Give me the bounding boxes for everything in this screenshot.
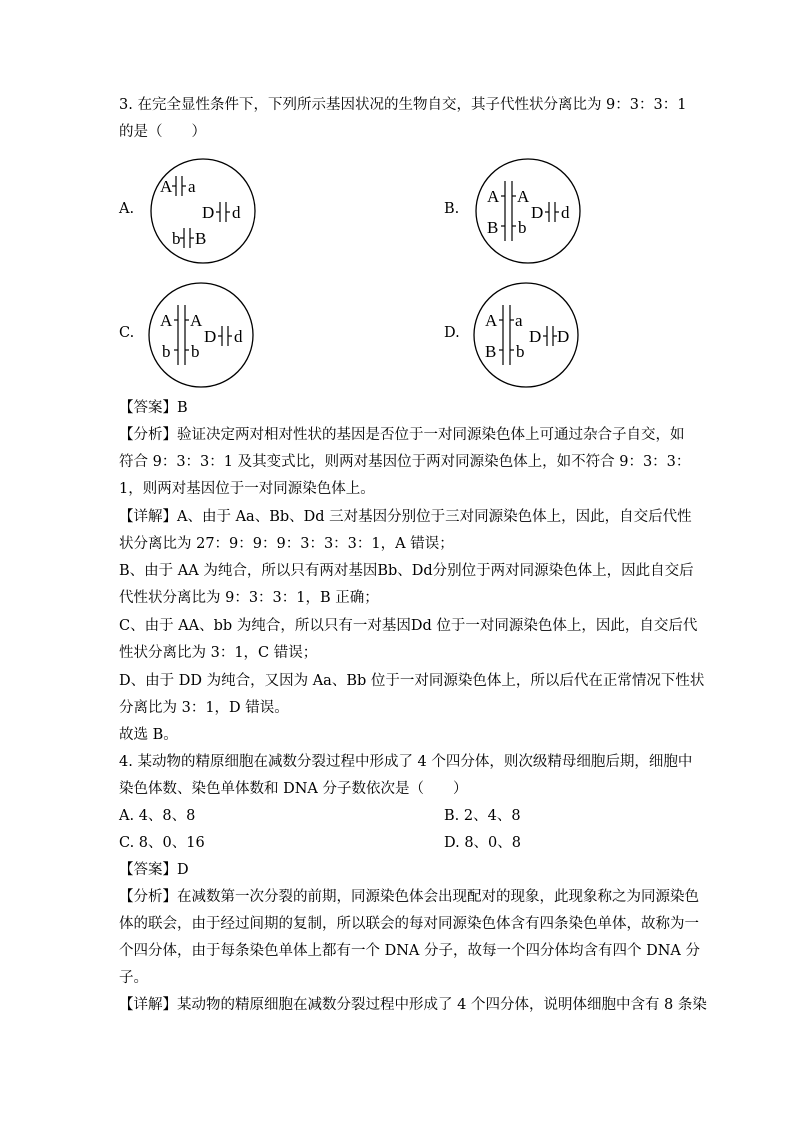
q4-analysis-line4: 子。 <box>119 970 148 986</box>
gene-A-left: A <box>487 187 500 206</box>
gene-b: b <box>518 218 527 237</box>
gene-A-right: A <box>190 311 203 330</box>
q3-analysis-line2: 符合 9：3：3：1 及其变式比，则两对基因位于两对同源染色体上，如不符合 9：3：3： <box>119 454 691 470</box>
q3-detail-line4: 代性状分离比为 9：3：3：1，B 正确； <box>119 590 379 606</box>
gene-B: B <box>195 229 207 248</box>
q4-option-b: B. 2、4、8 <box>444 808 521 824</box>
q3-option-a-diagram <box>148 156 258 266</box>
q4-analysis-line1: 【分析】在减数第一次分裂的前期，同源染色体会出现配对的现象，此现象称之为同源染色 <box>119 889 699 905</box>
cell-diagram-c <box>146 280 256 390</box>
q3-option-b-label: B. <box>444 201 460 217</box>
gene-D-right: D <box>557 327 570 346</box>
cell-diagram-d <box>471 280 581 390</box>
q4-stem-line2: 染色体数、染色单体数和 DNA 分子数依次是（ ） <box>119 781 468 797</box>
gene-D: D <box>202 203 215 222</box>
gene-B: B <box>485 342 497 361</box>
q3-analysis-line1: 【分析】验证决定两对相对性状的基因是否位于一对同源染色体上可通过杂合子自交，如 <box>119 427 685 443</box>
gene-b: b <box>172 229 181 248</box>
gene-b: b <box>516 342 525 361</box>
gene-a: a <box>188 177 196 196</box>
gene-D: D <box>531 203 544 222</box>
q3-detail-line6: 性状分离比为 3：1，C 错误； <box>119 645 318 661</box>
gene-D-left: D <box>529 327 542 346</box>
cell-diagram-b <box>473 156 583 266</box>
q4-option-d: D. 8、0、8 <box>444 835 522 851</box>
q3-detail-line7: D、由于 DD 为纯合，又因为 Aa、Bb 位于一对同源染色体上，所以后代在正常情况下性状 <box>119 673 705 689</box>
q3-analysis-line3: 1，则两对基因位于一对同源染色体上。 <box>119 481 375 497</box>
gene-a: a <box>515 311 523 330</box>
q3-option-c-label: C. <box>119 325 135 341</box>
gene-d: d <box>561 203 570 222</box>
gene-A: A <box>160 177 173 196</box>
gene-A-right: A <box>517 187 530 206</box>
cell-diagram-a <box>148 156 258 266</box>
q3-detail-line3: B、由于 AA 为纯合，所以只有两对基因Bb、Dd分别位于两对同源染色体上，因此自交后 <box>119 563 694 579</box>
gene-A: A <box>485 311 498 330</box>
q3-stem-line1: 3. 在完全显性条件下，下列所示基因状况的生物自交，其子代性状分离比为 9：3：3：1 <box>119 97 687 113</box>
q3-detail-line5: C、由于 AA、bb 为纯合，所以只有一对基因Dd 位于一对同源染色体上，因此，自交后代 <box>119 618 698 634</box>
q3-option-c-diagram <box>146 280 256 390</box>
gene-d: d <box>232 203 241 222</box>
q4-answer: 【答案】D <box>119 862 189 878</box>
q4-stem-line1: 4. 某动物的精原细胞在减数分裂过程中形成了 4 个四分体，则次级精母细胞后期，细胞中 <box>119 754 693 770</box>
q3-detail-line9: 故选 B。 <box>119 727 178 743</box>
q3-option-d-label: D. <box>444 325 460 341</box>
gene-D: D <box>204 327 217 346</box>
gene-d: d <box>234 327 243 346</box>
gene-b-right: b <box>191 342 200 361</box>
q4-analysis-line2: 体的联会，由于经过间期的复制，所以联会的每对同源染色体含有四条染色单体，故称为一 <box>119 916 699 932</box>
q3-option-d-diagram <box>471 280 581 390</box>
gene-B: B <box>487 218 499 237</box>
q3-detail-line2: 状分离比为 27：9：9：9：3：3：3：1，A 错误； <box>119 536 454 552</box>
q4-analysis-line3: 个四分体，由于每条染色单体上都有一个 DNA 分子，故每一个四分体均含有四个 DNA 分 <box>119 943 701 959</box>
q3-option-b-diagram <box>473 156 583 266</box>
q3-option-a-label: A. <box>119 201 135 217</box>
q4-option-a: A. 4、8、8 <box>119 808 196 824</box>
gene-A-left: A <box>160 311 173 330</box>
q3-stem-line2: 的是（ ） <box>119 124 206 140</box>
q3-answer: 【答案】B <box>119 400 188 416</box>
q4-option-c: C. 8、0、16 <box>119 835 205 851</box>
q3-detail-line8: 分离比为 3：1，D 错误。 <box>119 700 289 716</box>
q4-detail-line1: 【详解】某动物的精原细胞在减数分裂过程中形成了 4 个四分体，说明体细胞中含有 8 条染 <box>119 997 707 1013</box>
q3-detail-line1: 【详解】A、由于 Aa、Bb、Dd 三对基因分别位于三对同源染色体上，因此，自交后代性 <box>119 509 692 525</box>
gene-b-left: b <box>162 342 171 361</box>
